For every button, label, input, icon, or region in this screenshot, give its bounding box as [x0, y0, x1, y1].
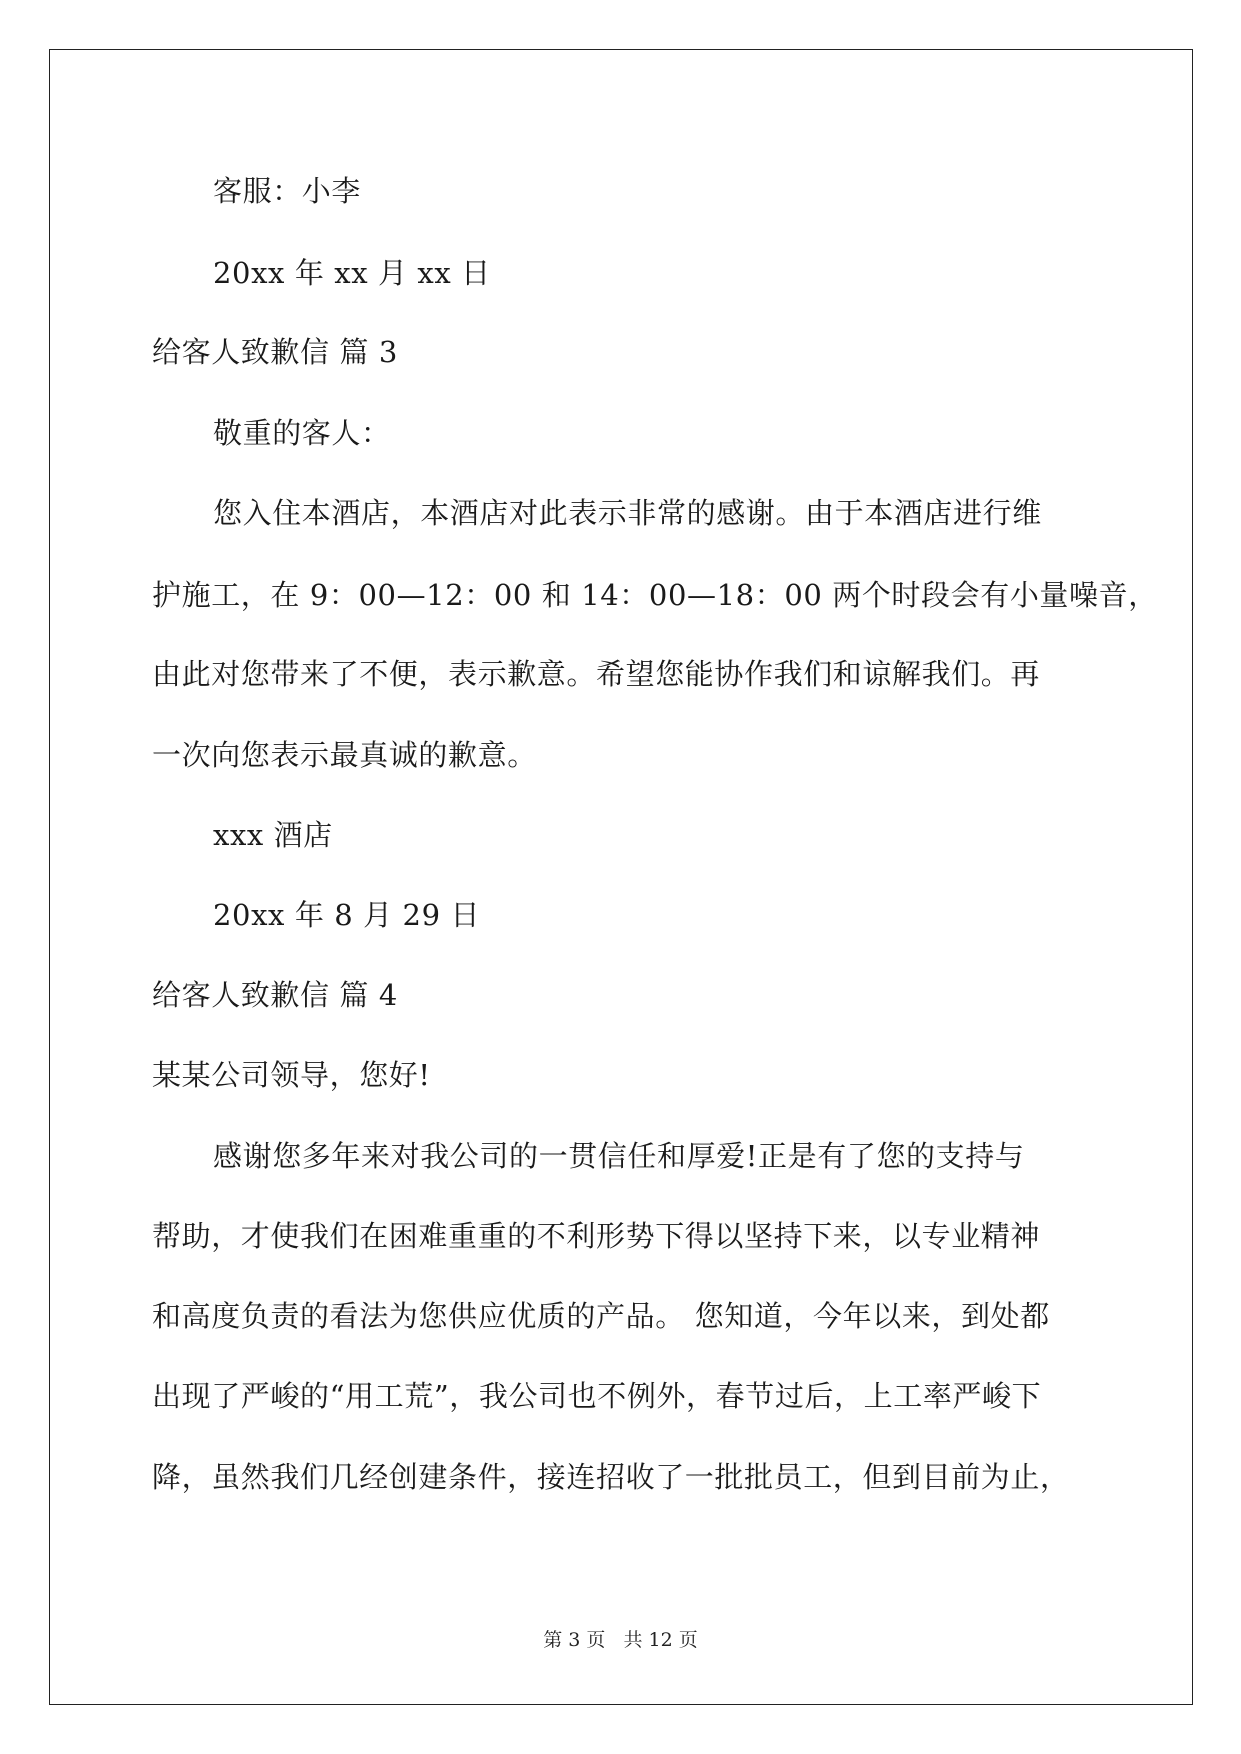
section-heading-4: 给客人致歉信 篇 4 [152, 978, 398, 1012]
salutation-company: 某某公司领导，您好! [152, 1058, 431, 1092]
salutation-guest: 敬重的客人： [213, 416, 391, 450]
paragraph-line: 由此对您带来了不便，表示歉意。希望您能协作我们和谅解我们。再 [152, 657, 1041, 691]
page-footer [0, 1628, 1241, 1652]
paragraph-line: 您入住本酒店，本酒店对此表示非常的感谢。由于本酒店进行维 [213, 496, 1042, 530]
signature-service: 客服：小李 [213, 174, 362, 208]
paragraph-line: 一次向您表示最真诚的歉意。 [152, 738, 537, 772]
paragraph-line: 降，虽然我们几经创建条件，接连招收了一批批员工，但到目前为止， [152, 1460, 1070, 1494]
paragraph-line: 护施工，在 9：00—12：00 和 14：00—18：00 两个时段会有小量噪音， [152, 578, 1158, 612]
paragraph-line: 和高度负责的看法为您供应优质的产品。 您知道，今年以来，到处都 [152, 1299, 1050, 1333]
page-border [49, 49, 1193, 1705]
paragraph-line: 感谢您多年来对我公司的一贯信任和厚爱!正是有了您的支持与 [213, 1139, 1025, 1173]
signature-hotel: xxx 酒店 [213, 818, 333, 852]
date-line-1: 20xx 年 xx 月 xx 日 [213, 256, 491, 290]
page-number: 第 3 页 [543, 1629, 606, 1651]
page-total: 共 12 页 [623, 1629, 698, 1651]
paragraph-line: 出现了严峻的“用工荒”，我公司也不例外，春节过后，上工率严峻下 [152, 1379, 1042, 1413]
paragraph-line: 帮助，才使我们在困难重重的不利形势下得以坚持下来，以专业精神 [152, 1219, 1041, 1253]
date-line-2: 20xx 年 8 月 29 日 [213, 898, 481, 932]
section-heading-3: 给客人致歉信 篇 3 [152, 335, 398, 369]
